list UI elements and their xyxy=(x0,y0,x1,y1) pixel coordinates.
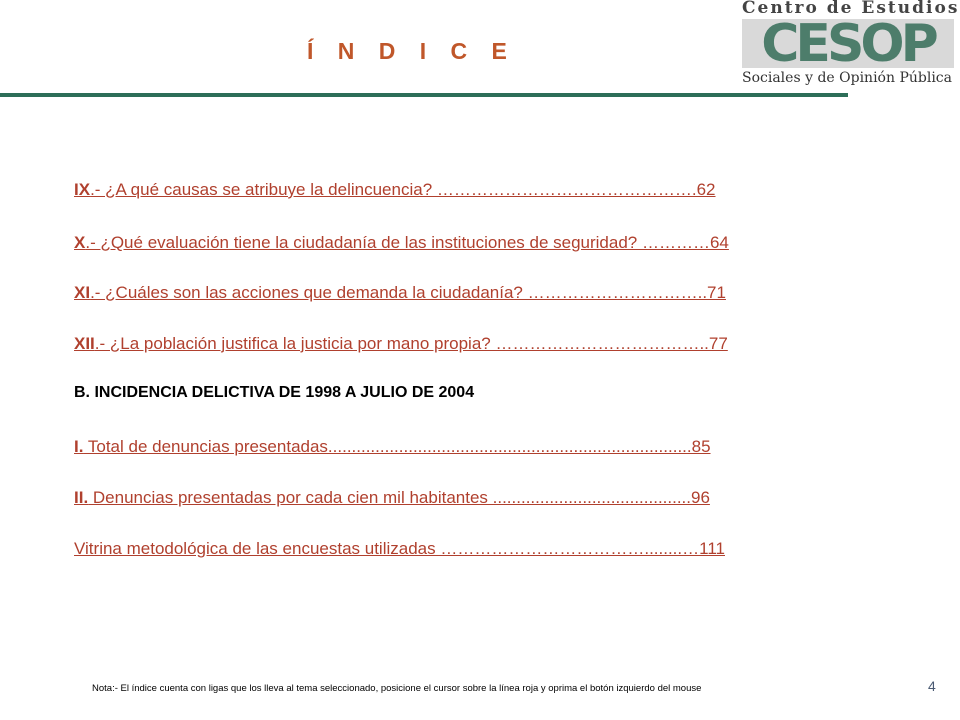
section-heading: B. INCIDENCIA DELICTIVA DE 1998 A JULIO DE 2004 xyxy=(74,384,475,401)
logo-top-text: Centro de Estudios xyxy=(742,0,960,18)
toc-link-xii-text: .- ¿La población justifica la justicia por mano propia? ………………………………..77 xyxy=(94,334,728,353)
toc-link-xi-text: .- ¿Cuáles son las acciones que demanda la ciudadanía? …………………………..71 xyxy=(90,283,726,302)
toc-link-ix[interactable] xyxy=(74,180,716,200)
toc-link-x[interactable] xyxy=(74,233,729,253)
logo-mark-text: CESOP xyxy=(761,14,935,74)
page-number: 4 xyxy=(928,678,936,694)
toc-link-denuncias-habitantes-text: Denuncias presentadas por cada cien mil habitantes ..........................................96 xyxy=(88,488,710,507)
toc-link-x-text: .- ¿Qué evaluación tiene la ciudadanía de las instituciones de seguridad? …………64 xyxy=(85,233,729,252)
toc-link-xi[interactable] xyxy=(74,283,726,303)
footer-note: Nota:- El índice cuenta con ligas que los lleva al tema seleccionado, posicione el cursor sobre la línea roja y oprima el botón izquierdo del mouse xyxy=(92,683,702,694)
toc-link-xi-number: XI xyxy=(74,283,91,302)
header-divider xyxy=(0,93,848,97)
page-title: Í N D I C E xyxy=(307,38,516,64)
toc-link-ix-number: IX xyxy=(74,180,91,199)
toc-link-x-number: X xyxy=(74,233,86,252)
logo-bottom-text: Sociales y de Opinión Pública xyxy=(742,70,952,86)
toc-link-denuncias-number: I. xyxy=(74,437,84,456)
toc-link-denuncias-text: Total de denuncias presentadas.............................................................................85 xyxy=(83,437,711,456)
toc-link-denuncias[interactable] xyxy=(74,437,711,457)
logo-mark xyxy=(742,14,954,74)
toc-link-xii-number: XII xyxy=(74,334,95,353)
toc-link-vitrina-text: Vitrina metodológica de las encuestas utilizadas ………………………………........…111 xyxy=(74,539,725,558)
toc-link-xii[interactable] xyxy=(74,334,728,354)
toc-link-ix-text: .- ¿A qué causas se atribuye la delincuencia? ……………………………………….62 xyxy=(90,180,716,199)
toc-link-denuncias-habitantes-number: II. xyxy=(74,488,89,507)
cesop-logo xyxy=(738,0,960,96)
toc-link-denuncias-habitantes[interactable] xyxy=(74,488,710,508)
toc-link-vitrina[interactable] xyxy=(74,539,725,559)
